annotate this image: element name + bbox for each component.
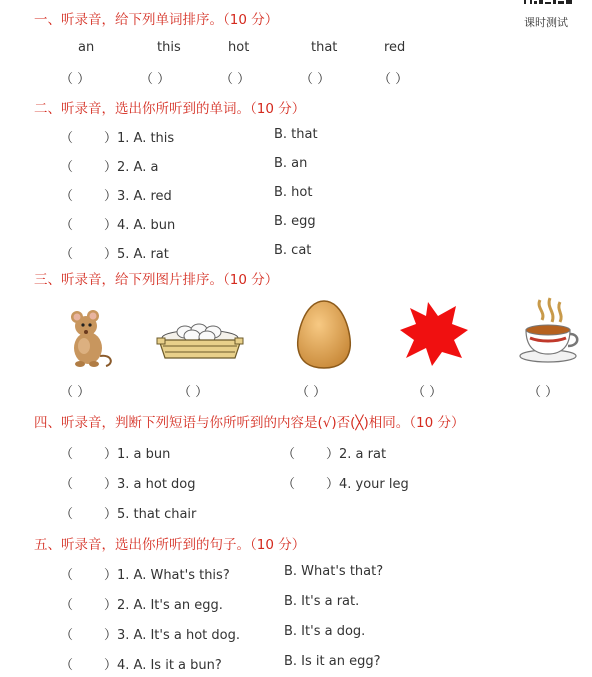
word-3: hot [228,40,250,55]
answer-blank[interactable]: （ ） [140,72,171,87]
qr-code-fragment [524,0,572,4]
answer-blank[interactable]: （ [60,160,74,175]
phrase-item: ）1. a bun [104,447,171,462]
word-1: an [78,40,95,55]
phrase-item: ）4. your leg [326,477,409,492]
answer-blank[interactable]: （ [60,218,74,233]
option-a: ）1. A. this [104,131,175,146]
option-a: ）3. A. red [104,189,172,204]
option-a: ）4. A. bun [104,218,176,233]
option-b: B. egg [274,214,316,229]
answer-blank[interactable]: （ ） [300,72,331,87]
section-2-title: 二、听录音，选出你所听到的单词。（10 分） [34,101,306,117]
phrase-item: ）3. a hot dog [104,477,196,492]
answer-blank[interactable]: （ ） [60,385,91,400]
section-1-title: 一、听录音，给下列单词排序。（10 分） [34,12,279,28]
answer-blank[interactable]: （ [282,447,296,462]
section-5-title: 五、听录音，选出你所听到的句子。（10 分） [34,537,306,553]
answer-blank[interactable]: （ ） [412,385,443,400]
option-b: B. What's that? [284,564,384,579]
answer-blank[interactable]: （ [60,628,74,643]
buns-picture [155,318,245,364]
answer-blank[interactable]: （ ） [378,72,409,87]
answer-blank[interactable]: （ [60,247,74,262]
answer-blank[interactable]: （ [60,598,74,613]
answer-blank[interactable]: （ [60,189,74,204]
answer-blank[interactable]: （ ） [178,385,209,400]
answer-blank[interactable]: （ ） [296,385,327,400]
option-b: B. an [274,156,308,171]
egg-picture [294,298,354,370]
option-b: B. that [274,127,318,142]
option-a: ）4. A. Is it a bun? [104,658,222,673]
red-splash-picture [398,298,470,368]
answer-blank[interactable]: （ [60,507,74,522]
phrase-item: ）5. that chair [104,507,197,522]
word-5: red [384,40,406,55]
option-b: B. It's a rat. [284,594,360,609]
option-b: B. cat [274,243,312,258]
corner-label: 课时测试 [524,16,568,29]
answer-blank[interactable]: （ [60,658,74,673]
answer-blank[interactable]: （ ） [60,72,91,87]
option-a: ）2. A. It's an egg. [104,598,223,613]
answer-blank[interactable]: （ [60,568,74,583]
section-3-title: 三、听录音，给下列图片排序。（10 分） [34,272,279,288]
hot-drink-picture [516,296,580,368]
option-a: ）5. A. rat [104,247,169,262]
rat-picture [60,306,116,370]
answer-blank[interactable]: （ [60,447,74,462]
word-2: this [157,40,181,55]
answer-blank[interactable]: （ ） [220,72,251,87]
section-4-title: 四、听录音，判断下列短语与你所听到的内容是(√)否(╳)相同。（10 分） [34,415,465,431]
option-a: ）3. A. It's a hot dog. [104,628,240,643]
option-b: B. It's a dog. [284,624,366,639]
option-b: B. hot [274,185,313,200]
answer-blank[interactable]: （ [60,477,74,492]
option-a: ）2. A. a [104,160,159,175]
word-4: that [311,40,338,55]
answer-blank[interactable]: （ ） [528,385,559,400]
answer-blank[interactable]: （ [282,477,296,492]
option-b: B. Is it an egg? [284,654,381,669]
answer-blank[interactable]: （ [60,131,74,146]
option-a: ）1. A. What's this? [104,568,230,583]
phrase-item: ）2. a rat [326,447,387,462]
